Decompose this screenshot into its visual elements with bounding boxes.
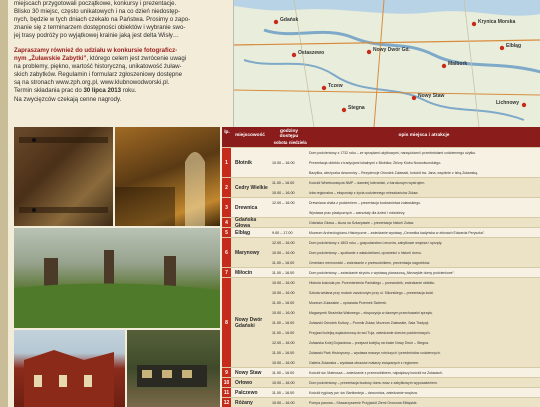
- entry-description: Izba regionalna – eksponaty z życia codziennego mieszkańców Żuław.: [309, 190, 419, 195]
- intro-text-block: [14, 0, 228, 104]
- contest-paragraph-line: [14, 55, 228, 63]
- door-hinge-icon: [14, 127, 113, 226]
- intro-line: znanie się z terminarzem dostępności obiektów i wybranie swo-: [14, 24, 186, 32]
- entry-time: 11.00 – 16.00: [272, 180, 295, 185]
- row-place: Nowy Dwór Gdański: [235, 316, 263, 329]
- entry-description: Szkuta wiślana przy moście zwodzonym przy ul. Sikorskiego – prezentacja łodzi.: [309, 290, 434, 295]
- photo-wooden-door: [14, 127, 113, 226]
- intro-line: jej trasy podróży po wyjątkowej krainie jaką jest delta Wisły…: [14, 32, 179, 40]
- header-saturday: sobota: [273, 140, 288, 145]
- deadline-prefix: Termin składania prac do: [14, 87, 84, 95]
- entry-description: Kościół Wniebowzięcia NMP – dawniej luterański, z barokowym wystrojem.: [309, 180, 426, 185]
- entry-time: 11.00 – 16.00: [272, 350, 295, 355]
- row-number: [222, 228, 231, 237]
- contest-paragraph: [14, 47, 228, 55]
- entry-time: 9.00 – 17.00: [272, 230, 293, 235]
- table-row: [222, 227, 540, 237]
- entry-description: Dom podcieniowy – spotkanie z właścicielami, opowieści o historii domu.: [309, 250, 422, 255]
- map-city-label: Malbork: [448, 61, 468, 67]
- entry-time: 10.00 – 16.00: [272, 400, 295, 405]
- header-hours: godziny dostępu: [279, 129, 299, 140]
- entry-description: Muzeum Archeologiczno-Historyczne – zwiedzanie wystawy „Ceramika kadyńska w zbiorach Edwarda Peryszka”.: [309, 230, 485, 235]
- row-number: [222, 238, 231, 267]
- row-entry: [272, 178, 540, 188]
- photo-windmill-field: [14, 228, 220, 328]
- row-entry: [272, 158, 540, 168]
- deadline-line: [14, 87, 228, 95]
- table-row: [222, 197, 540, 217]
- table-row: [222, 277, 540, 367]
- table-row: [222, 387, 540, 397]
- intro-line: miejscach przygotowali początkowe, konkursy i prezentacje.: [14, 0, 177, 7]
- row-number: [222, 178, 231, 197]
- deadline-date: 30 lipca 2013: [83, 87, 122, 95]
- entry-description: Pompa parowa – Stowarzyszenie Przyjaciół Ziemi Gronowa Elbląskie.: [309, 400, 418, 405]
- row-number-text: 8: [225, 319, 228, 326]
- map-city-label: Krynica Morska: [478, 19, 516, 25]
- table-row: [222, 267, 540, 277]
- entry-description: Bazylika, wieżyczka dzwonnicy – Rezydencje Ośrodek Żuławski, kościół św. Jana, wspólnie z Izbą Żuławską.: [309, 170, 479, 175]
- entry-description: Galeria Żuławska – wystawa obrazów malarzy związanych z regionem.: [309, 360, 420, 365]
- page-left-border: [0, 0, 8, 407]
- entry-description: Prezentacja obiektu z tradycjami lokalnymi z Błotnika; Zbiory Klubu Nowodworskiego.: [309, 160, 442, 165]
- entry-description: Dom podcieniowy – zwiedzanie strychu z wystawą planszową „Niezwykłe domy podcieniowe”.: [309, 270, 455, 275]
- entry-description: Gdańska Głowa – śluza na Szkarpawie – prezentacja historii Żuław.: [309, 220, 415, 225]
- map-city-label: Nowy Dwór Gd.: [373, 47, 410, 53]
- entry-time: 12.00 – 16.00: [272, 240, 295, 245]
- row-number-text: 7: [225, 269, 228, 276]
- entry-time: 11.00 – 16.00: [272, 370, 295, 375]
- row-number-text: 3: [225, 204, 228, 211]
- entry-description: Historia kościoła pw. Przemienienia Pańskiego – przewodnik, zwiedzanie obiektu.: [309, 280, 436, 285]
- table-row: [222, 177, 540, 197]
- row-place: Cedry Wielkie: [235, 184, 268, 191]
- row-place: Miłocin: [235, 269, 253, 276]
- entry-time: 11.00 – 16.00: [272, 270, 295, 275]
- table-row: [222, 367, 540, 377]
- entry-description: Przyjazd kolejką wąskotorową do wsi Tuja, zwiedzanie domów podcieniowych.: [309, 330, 431, 335]
- row-number: [222, 198, 231, 217]
- table-row: [222, 217, 540, 227]
- entry-time: 10.00 – 16.00: [272, 280, 295, 285]
- contest-line: są na stronach www.zph.org.pl, www.klubnowodworski.pl.: [14, 79, 170, 87]
- map-city-label: Gdańsk: [280, 17, 299, 23]
- entry-description: Drewniana chata z podcieniem – prezentacja budownictwa żuławskiego.: [309, 200, 422, 205]
- row-number: [222, 278, 231, 367]
- photo-collage: [14, 127, 220, 407]
- row-entry: [272, 348, 540, 358]
- contest-line: skich zabytków. Regulamin i formularz zgłoszeniowy dostępne: [14, 71, 182, 79]
- row-number-text: 9: [225, 369, 228, 376]
- entry-description: Kościół ryglowy pw. św. Bartłomieja – dzwonnica, zwiedzanie wnętrza.: [309, 390, 418, 395]
- header-sunday: niedziela: [289, 140, 307, 145]
- table-row: [222, 147, 540, 177]
- entry-description: Żuławska Kolej Dojazdowa – przejazd kolejką na trasie Nowy Dwór – Stegna.: [309, 340, 430, 345]
- row-number: [222, 388, 231, 397]
- entry-description: Dom podcieniowy – prezentacja budowy domu wraz z zabytkowym wyposażeniem.: [309, 380, 438, 385]
- map-city-label: Ostaszewo: [298, 50, 325, 56]
- table-header: [222, 127, 540, 147]
- map-city-label: Tczew: [328, 83, 343, 89]
- entry-time: 11.00 – 16.00: [272, 330, 295, 335]
- row-number-text: 10: [223, 379, 230, 386]
- row-number-text: 6: [225, 249, 228, 256]
- row-number-text: 4: [225, 219, 228, 226]
- row-place: Elbląg: [235, 229, 251, 236]
- row-entry: [272, 398, 540, 407]
- contest-line: na problemy, piękno, wartość historyczną, unikatowość żuław-: [14, 63, 182, 71]
- entry-time: 11.00 – 16.00: [272, 260, 295, 265]
- row-number: [222, 398, 231, 407]
- entry-description: Dom podcieniowy z 1732 roku – ze sprzętami użytkowymi, narzędziami i przedmiotami codziennego użytku.: [309, 150, 477, 155]
- entry-description: Żuławski Ośrodek Kultury – Pomnik Żuław, Muzeum Żuławskie, Sala Tradycji.: [309, 320, 430, 325]
- contest-text: , którego celem jest zwrócenie uwagi: [86, 55, 187, 63]
- contest-name: nym „Żuławskie Zabytki”: [14, 55, 87, 63]
- map-city-label: Elbląg: [506, 43, 522, 49]
- entry-description: Magazynek Strażnika Wałowego – ekspozycja w dawnym przechowalni sprzętu.: [309, 310, 434, 315]
- windmill-icon: [14, 228, 220, 328]
- header-description: opis miejsca i atrakcje: [398, 133, 450, 138]
- entry-time: 10.00 – 16.00: [272, 310, 295, 315]
- row-entry: [272, 298, 540, 308]
- entry-time: 10.00 – 16.00: [272, 250, 295, 255]
- entry-time: 10.00 – 16.00: [272, 190, 295, 195]
- photo-narrow-gauge-train: [127, 330, 220, 407]
- row-entry: [272, 318, 540, 328]
- intro-line: Blisko 30 miejsc, często unikatowych i na co dzień niedostęp-: [14, 8, 180, 16]
- arch-window-icon: [115, 127, 220, 226]
- row-place: Marynowy: [235, 249, 260, 256]
- entry-time: 11.00 – 16.00: [272, 300, 295, 305]
- row-entry: [272, 248, 540, 258]
- entry-time: 10.00 – 16.00: [272, 160, 295, 165]
- schedule-table: [222, 127, 540, 407]
- row-place: Błotnik: [235, 159, 252, 166]
- intro-line: nych, będzie w tych dniach czekało na Państwa. Prosimy o zapo-: [14, 16, 191, 24]
- row-entry: [272, 198, 540, 208]
- row-number-text: 5: [225, 229, 228, 236]
- row-entry: [272, 238, 540, 248]
- entry-description: Muzeum Żuławskie – opowiada Przemek Świerek.: [309, 300, 388, 305]
- brick-building-icon: [14, 330, 125, 407]
- row-place: Różany: [235, 399, 253, 406]
- prize-line: Na zwycięzców czekają cenne nagrody.: [14, 95, 122, 103]
- row-place: Palczewo: [235, 389, 258, 396]
- entry-description: Wystawa prac plastycznych – warsztaty dla dzieci i młodzieży.: [309, 210, 406, 215]
- row-entry: [272, 338, 540, 348]
- table-row: [222, 377, 540, 387]
- row-number: [222, 368, 231, 377]
- map-city-label: Nowy Staw: [418, 93, 445, 99]
- entry-time: 12.00 – 16.00: [272, 200, 295, 205]
- row-place: Nowy Staw: [235, 369, 262, 376]
- entry-description: Kościół św. Mateusza – zwiedzanie z przewodnikiem, największy kościół na Żuławach.: [309, 370, 444, 375]
- row-place: Orłowo: [235, 379, 253, 386]
- entry-time: 12.00 – 16.00: [272, 340, 295, 345]
- row-number-text: 2: [225, 184, 228, 191]
- entry-time: 10.00 – 16.00: [272, 360, 295, 365]
- row-number-text: 12: [223, 399, 230, 406]
- map-city-label: Lichnowy: [496, 100, 520, 106]
- entry-description: Żuławski Park Historyczny – wystawa maszyn rolniczych i przedmiotów codziennych.: [309, 350, 441, 355]
- row-entry: [272, 288, 540, 298]
- contest-lead: Zapraszamy również do udziału w konkursie fotograficz-: [14, 47, 178, 55]
- row-entry: [272, 278, 540, 288]
- row-entry: [272, 308, 540, 318]
- row-place: Drewnica: [235, 204, 258, 211]
- row-number: [222, 378, 231, 387]
- entry-time: 10.00 – 16.00: [272, 380, 295, 385]
- entry-description: Dom podcieniowy z 1803 roku – gospodarstwo Lenorów, zabytkowe wnętrza i sprzęty.: [309, 240, 443, 245]
- entry-time: 10.00 – 16.00: [272, 290, 295, 295]
- train-icon: [127, 330, 220, 407]
- deadline-suffix: roku.: [121, 87, 137, 95]
- entry-description: Cmentarz mennonicki – zwiedzanie z przewodnikiem, prezentacja nagrobków.: [309, 260, 431, 265]
- table-row: [222, 237, 540, 267]
- row-number: [222, 218, 231, 227]
- photo-brick-station: [14, 330, 125, 407]
- row-number: [222, 268, 231, 277]
- row-number-text: 11: [223, 389, 230, 396]
- row-entry: [272, 328, 540, 338]
- row-number-text: 1: [225, 159, 228, 166]
- header-place: miejscowość: [235, 133, 265, 138]
- row-number: [222, 148, 231, 177]
- entry-time: 11.00 – 16.00: [272, 390, 295, 395]
- photo-church-interior: [115, 127, 220, 226]
- entry-time: 11.00 – 16.00: [272, 320, 295, 325]
- map-city-label: Stegna: [348, 105, 365, 111]
- region-map: [233, 0, 540, 127]
- table-row: [222, 397, 540, 407]
- row-entry: [272, 148, 540, 158]
- header-lp: lp.: [224, 130, 230, 135]
- row-place: Gdańska Głowa: [235, 216, 257, 229]
